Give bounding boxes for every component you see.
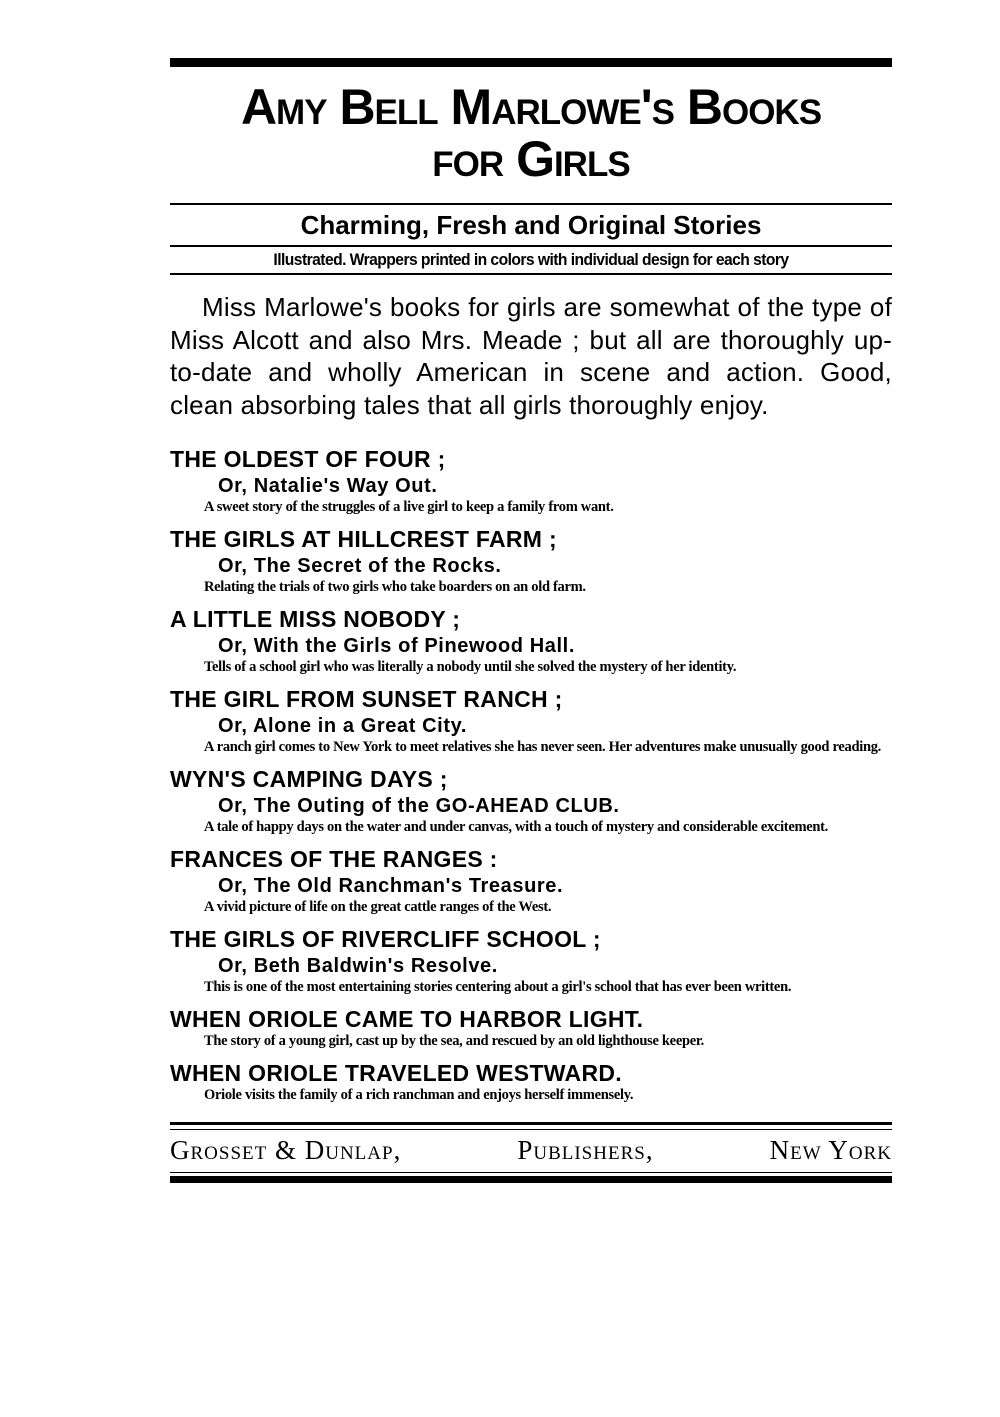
divider bbox=[170, 273, 892, 275]
book-subtitle: Or, The Secret of the Rocks. bbox=[218, 555, 502, 577]
book-item bbox=[170, 525, 892, 596]
book-description: Tells of a school girl who was literally a nobody until she solved the mystery of her identity. bbox=[204, 659, 737, 675]
top-rule bbox=[170, 58, 892, 67]
details-line: Illustrated. Wrappers printed in colors with individual design for each story bbox=[273, 250, 789, 269]
divider bbox=[170, 1122, 892, 1125]
book-subtitle: Or, Beth Baldwin's Resolve. bbox=[218, 955, 498, 977]
book-description: The story of a young girl, cast up by the sea, and rescued by an old lighthouse keeper. bbox=[204, 1033, 704, 1049]
book-title: WHEN ORIOLE TRAVELED WESTWARD. bbox=[170, 1060, 622, 1086]
book-title: FRANCES OF THE RANGES : bbox=[170, 846, 498, 872]
book-item bbox=[170, 1005, 892, 1050]
book-subtitle: Or, The Old Ranchman's Treasure. bbox=[218, 875, 564, 897]
book-item bbox=[170, 605, 892, 676]
book-title: THE GIRLS AT HILLCREST FARM ; bbox=[170, 526, 557, 552]
book-title: THE OLDEST OF FOUR ; bbox=[170, 446, 446, 472]
book-item bbox=[170, 445, 892, 516]
intro-paragraph: Miss Marlowe's books for girls are somewhat of the type of Miss Alcott and also Mrs. Meade ; but all are thoroughly up-to-date and wholly American in scene and action. Good, clean absorbing tales that all girls thoroughly enjoy. bbox=[170, 292, 892, 420]
book-description: Relating the trials of two girls who take boarders on an old farm. bbox=[204, 579, 586, 595]
book-item bbox=[170, 685, 892, 756]
book-title: A LITTLE MISS NOBODY ; bbox=[170, 606, 461, 632]
book-description: A ranch girl comes to New York to meet relatives she has never seen. Her adventures make unusually good reading. bbox=[204, 739, 882, 755]
page-title-line1: Amy Bell Marlowe's Books bbox=[240, 79, 822, 135]
advertisement-page bbox=[170, 58, 892, 1183]
page-title-line2: for Girls bbox=[432, 131, 630, 187]
book-title: WHEN ORIOLE CAME TO HARBOR LIGHT. bbox=[170, 1006, 644, 1032]
book-title: WYN'S CAMPING DAYS ; bbox=[170, 766, 448, 792]
book-description: Oriole visits the family of a rich ranchman and enjoys herself immensely. bbox=[204, 1087, 634, 1103]
publisher-footer bbox=[170, 1130, 892, 1170]
book-description: A tale of happy days on the water and under canvas, with a touch of mystery and considerable excitement. bbox=[204, 819, 828, 835]
book-title: THE GIRL FROM SUNSET RANCH ; bbox=[170, 686, 563, 712]
book-description: A sweet story of the struggles of a live girl to keep a family from want. bbox=[204, 499, 614, 515]
book-item bbox=[170, 845, 892, 916]
tagline: Charming, Fresh and Original Stories bbox=[300, 210, 762, 240]
book-title: THE GIRLS OF RIVERCLIFF SCHOOL ; bbox=[170, 926, 601, 952]
book-item bbox=[170, 1059, 892, 1104]
publisher-role: Publishers, bbox=[517, 1135, 654, 1165]
book-subtitle: Or, Alone in a Great City. bbox=[218, 715, 467, 737]
book-description: This is one of the most entertaining stories centering about a girl's school that has ever been written. bbox=[204, 979, 792, 995]
book-description: A vivid picture of life on the great cattle ranges of the West. bbox=[204, 899, 552, 915]
book-subtitle: Or, With the Girls of Pinewood Hall. bbox=[218, 635, 576, 657]
book-subtitle: Or, Natalie's Way Out. bbox=[218, 475, 438, 497]
book-list bbox=[170, 445, 892, 1104]
book-item bbox=[170, 765, 892, 836]
book-subtitle: Or, The Outing of the GO-AHEAD CLUB. bbox=[218, 795, 620, 817]
publisher-name: Grosset & Dunlap, bbox=[170, 1135, 402, 1165]
bottom-rule bbox=[170, 1176, 892, 1183]
publisher-city: New York bbox=[769, 1135, 892, 1165]
divider bbox=[170, 1172, 892, 1173]
book-item bbox=[170, 925, 892, 996]
